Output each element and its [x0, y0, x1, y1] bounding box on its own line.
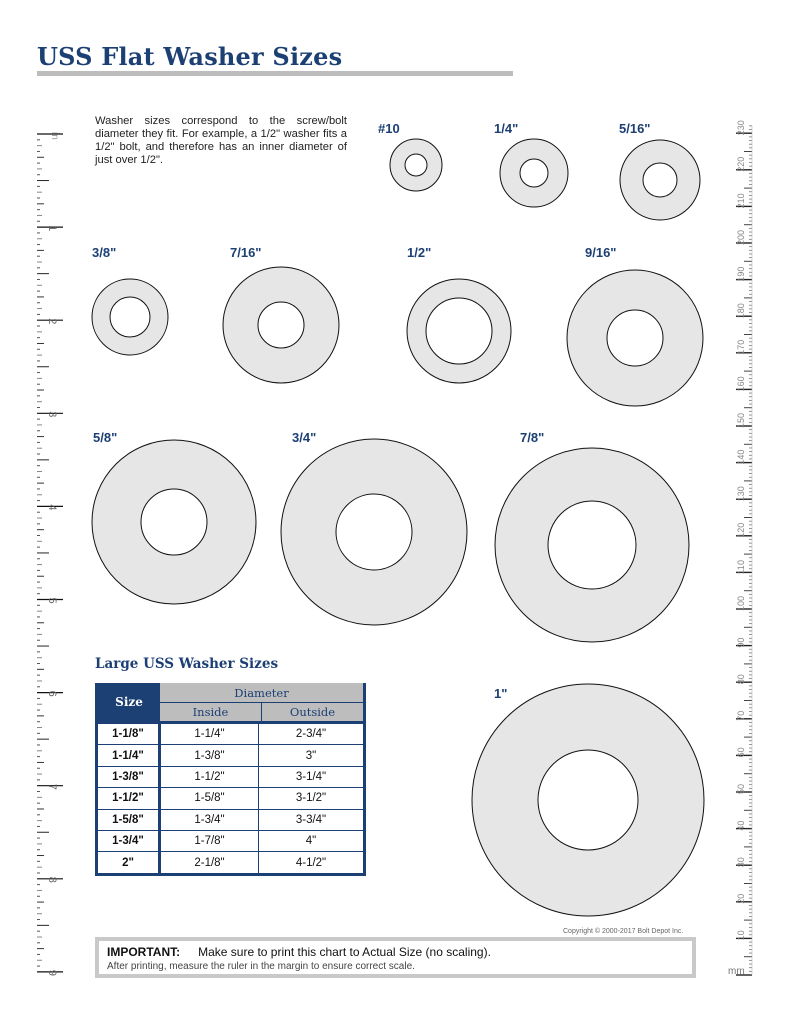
washer-size-label: 1/2" [407, 245, 432, 260]
header-size: Size [98, 683, 160, 721]
table-header [98, 683, 363, 721]
cell-size: 1-1/4" [98, 745, 161, 765]
washer [92, 440, 256, 604]
cell-inside: 1-7/8" [161, 831, 259, 851]
cell-inside: 2-1/8" [161, 852, 259, 872]
washer [567, 270, 703, 406]
washer-hole [141, 489, 207, 555]
washer-size-label: 3/8" [92, 245, 117, 260]
cell-outside: 3" [305, 749, 317, 762]
washer [390, 139, 442, 191]
mm-label: 160 [736, 376, 746, 392]
mm-label: 110 [736, 560, 746, 575]
mm-label: 210 [736, 193, 746, 209]
mm-label: 140 [736, 449, 746, 465]
important-message: Make sure to print this chart to Actual Size (no scaling). [198, 945, 491, 959]
washer [495, 448, 689, 642]
washer-hole [426, 298, 492, 364]
mm-label: 190 [736, 266, 746, 282]
mm-label: 180 [736, 303, 746, 319]
washer-size-label: #10 [378, 121, 400, 136]
mm-label: 50 [736, 783, 746, 794]
header-outside: Outside [289, 705, 336, 719]
washer [281, 439, 467, 625]
washer-hole [258, 302, 304, 348]
important-notice-box [95, 937, 696, 978]
cell-outside: 3-1/4" [295, 770, 327, 783]
cell-size: 1-1/2" [98, 788, 161, 808]
mm-label: 40 [736, 820, 746, 831]
cell-inside: 1-3/4" [161, 810, 259, 830]
header-inside: Inside [160, 703, 262, 721]
cell-outside: 3-3/4" [295, 813, 327, 826]
cell-outside: 3-1/2" [295, 792, 327, 805]
cell-outside: 4" [305, 835, 317, 848]
inch-label: 9 [46, 969, 58, 977]
inch-label: 5 [46, 597, 58, 604]
mm-label: 220 [736, 156, 746, 172]
washer-hole [548, 501, 636, 589]
washer-size-label: 7/8" [520, 430, 545, 445]
washer-hole [538, 750, 638, 850]
table-row [98, 767, 363, 788]
washer-size-label: 7/16" [230, 245, 262, 260]
washer-hole [405, 154, 427, 176]
cell-inside: 1-1/2" [161, 767, 259, 787]
mm-label: 10 [736, 930, 746, 941]
mm-label: 80 [736, 674, 746, 685]
important-line-1 [107, 945, 491, 959]
mm-label: 60 [736, 747, 746, 758]
inch-unit-label: in [49, 132, 60, 140]
cell-size: 2" [98, 852, 161, 872]
inch-label: 6 [46, 690, 58, 697]
cell-size: 1-5/8" [98, 810, 161, 830]
header-diameter-group [160, 683, 363, 721]
washer-hole [110, 297, 150, 337]
important-line-2: After printing, measure the ruler in the margin to ensure correct scale. [107, 961, 415, 972]
washer-size-label: 1" [494, 686, 508, 701]
mm-label: 200 [736, 229, 746, 245]
important-label: IMPORTANT: [107, 945, 181, 959]
page-title: USS Flat Washer Sizes [37, 42, 343, 71]
table-body [98, 721, 363, 873]
inch-label: 7 [46, 783, 58, 790]
inch-label: 8 [46, 876, 58, 883]
washer [500, 139, 568, 207]
cell-size: 1-3/4" [98, 831, 161, 851]
washer-size-label: 9/16" [585, 245, 617, 260]
intro-text: Washer sizes correspond to the screw/bolt diameter they fit. For example, a 1/2" washer fits a 1/2" bolt, and therefore has an inner diameter of just over 1/2". [95, 115, 347, 166]
mm-label: 100 [736, 595, 746, 611]
inch-label: 1 [46, 225, 58, 232]
table-row [98, 788, 363, 809]
mm-label: 70 [736, 710, 746, 721]
cell-outside: 2-3/4" [295, 728, 327, 741]
mm-label: 130 [736, 486, 746, 502]
washer [620, 140, 700, 220]
copyright-notice: Copyright © 2000-2017 Bolt Depot Inc. [563, 928, 684, 935]
mm-label: 120 [736, 522, 746, 538]
large-table-title: Large USS Washer Sizes [95, 656, 279, 672]
cell-size: 1-1/8" [98, 724, 161, 744]
table-row [98, 831, 363, 852]
washer-hole [520, 159, 548, 187]
washer [407, 279, 511, 383]
washer-hole [336, 494, 412, 570]
cell-inside: 1-5/8" [161, 788, 259, 808]
mm-label: 230 [736, 120, 746, 136]
cell-inside: 1-1/4" [161, 724, 259, 744]
mm-label: 170 [736, 339, 746, 355]
washer-size-label: 5/8" [93, 430, 118, 445]
cell-inside: 1-3/8" [161, 745, 259, 765]
table-row [98, 852, 363, 872]
cell-outside: 4-1/2" [295, 856, 327, 869]
washer [92, 279, 168, 355]
inch-label: 3 [46, 411, 58, 418]
mm-label: 150 [736, 412, 746, 428]
cell-size: 1-3/8" [98, 767, 161, 787]
washer-size-label: 5/16" [619, 121, 651, 136]
washer-size-label: 3/4" [292, 430, 317, 445]
mm-label: 20 [736, 893, 746, 904]
inch-label: 4 [46, 504, 58, 511]
mm-label: 30 [736, 857, 746, 868]
inch-label: 2 [46, 318, 58, 325]
large-washer-table [95, 683, 366, 876]
washer-hole [607, 310, 663, 366]
header-diameter: Diameter [160, 683, 363, 703]
mm-label: 90 [736, 637, 746, 648]
washer-size-label: 1/4" [494, 121, 519, 136]
table-row [98, 745, 363, 766]
washer [223, 267, 339, 383]
washer-hole [643, 163, 677, 197]
mm-unit-label: mm [728, 966, 745, 977]
table-row [98, 724, 363, 745]
table-row [98, 810, 363, 831]
washer [472, 684, 704, 916]
